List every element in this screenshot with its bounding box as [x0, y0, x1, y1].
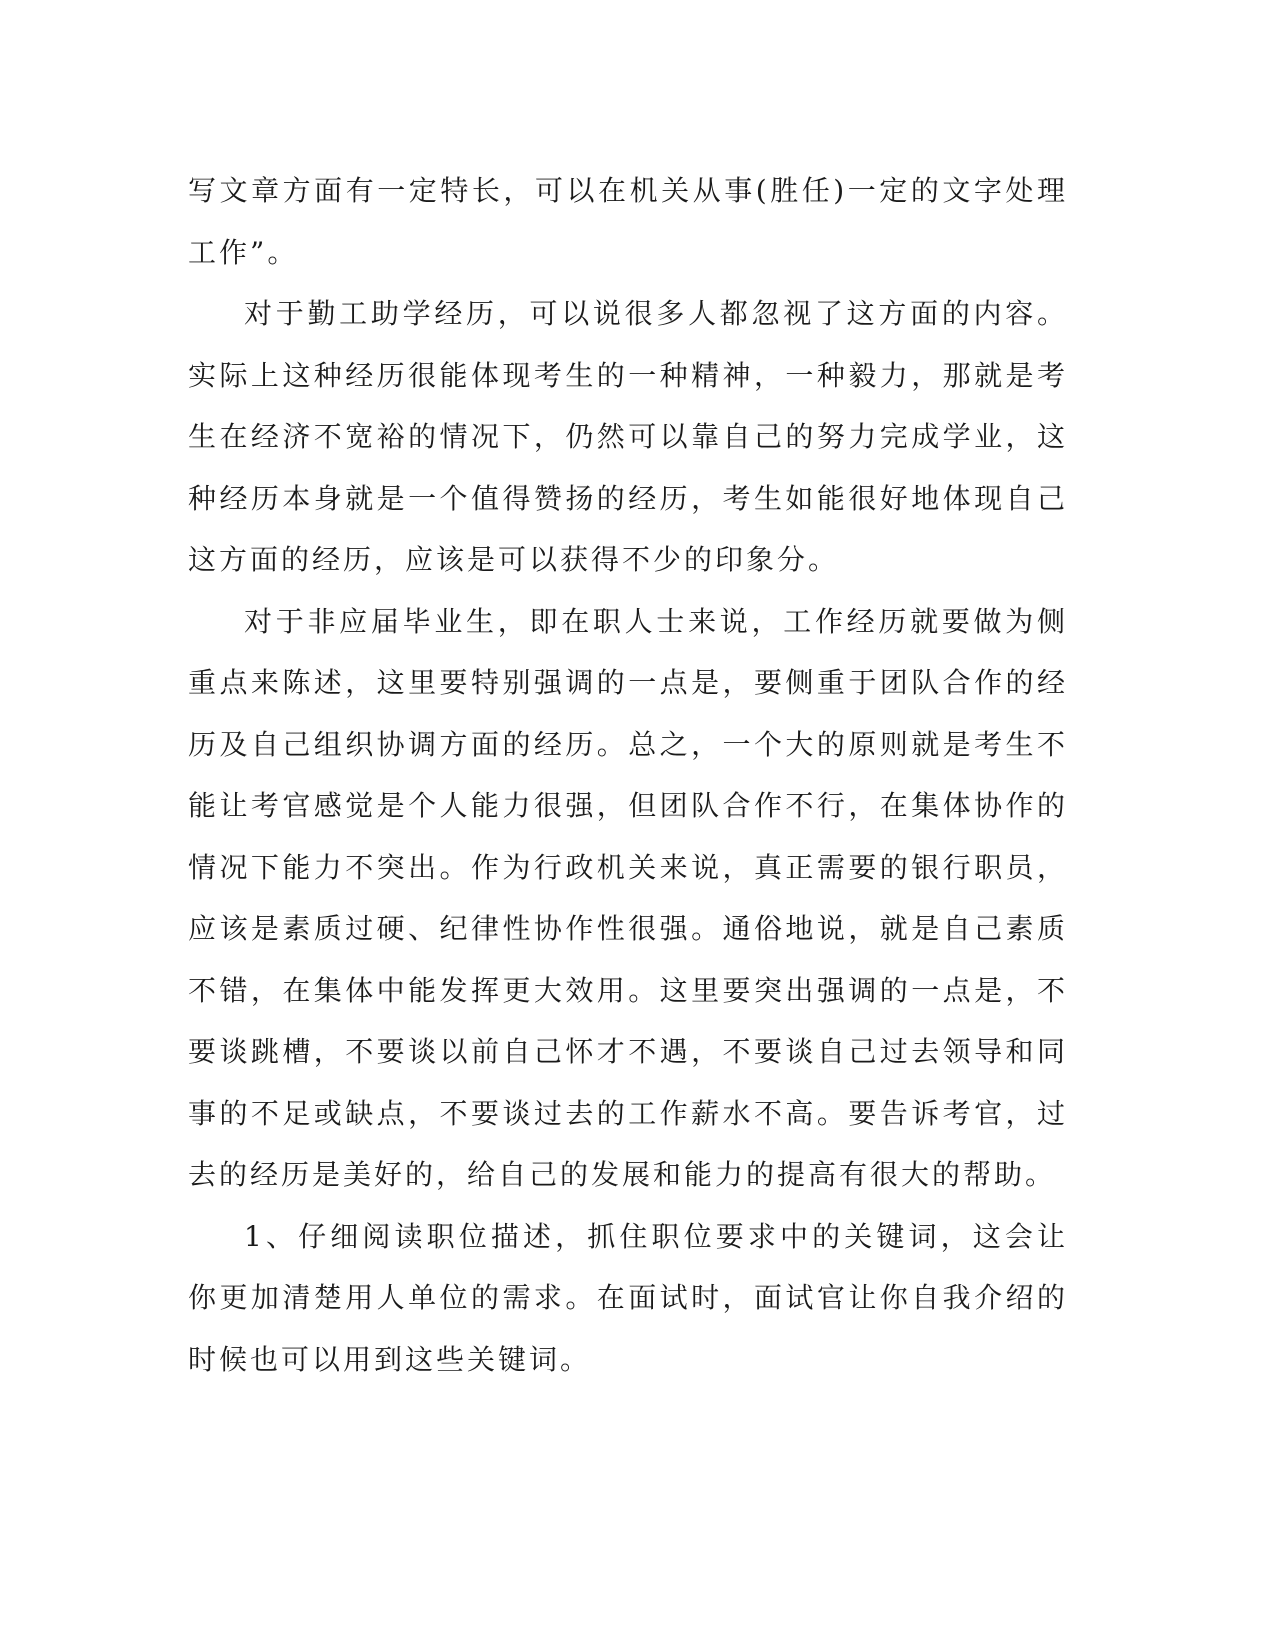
paragraph-1: 写文章方面有一定特长，可以在机关从事(胜任)一定的文字处理工作”。 — [188, 174, 1068, 269]
paragraph-2: 对于勤工助学经历，可以说很多人都忽视了这方面的内容。实际上这种经历很能体现考生的一种精神，一种毅力，那就是考生在经济不宽裕的情况下，仍然可以靠自己的努力完成学业，这种经历本身就是一个值得赞扬的经历，考生如能很好地体现自己这方面的经历，应该是可以获得不少的印象分。 — [188, 297, 1068, 576]
paragraph-3: 对于非应届毕业生，即在职人士来说，工作经历就要做为侧重点来陈述，这里要特别强调的一点是，要侧重于团队合作的经历及自己组织协调方面的经历。总之，一个大的原则就是考生不能让考官感觉是个人能力很强，但团队合作不行，在集体协作的情况下能力不突出。作为行政机关来说，真正需要的银行职员，应该是素质过硬、纪律性协作性很强。通俗地说，就是自己素质不错，在集体中能发挥更大效用。这里要突出强调的一点是，不要谈跳槽，不要谈以前自己怀才不遇，不要谈自己过去领导和同事的不足或缺点，不要谈过去的工作薪水不高。要告诉考官，过去的经历是美好的，给自己的发展和能力的提高有很大的帮助。 — [188, 604, 1068, 1191]
document-body — [188, 160, 1068, 1390]
paragraph-4: 1、仔细阅读职位描述，抓住职位要求中的关键词，这会让你更加清楚用人单位的需求。在面试时，面试官让你自我介绍的时候也可以用到这些关键词。 — [188, 1219, 1068, 1376]
